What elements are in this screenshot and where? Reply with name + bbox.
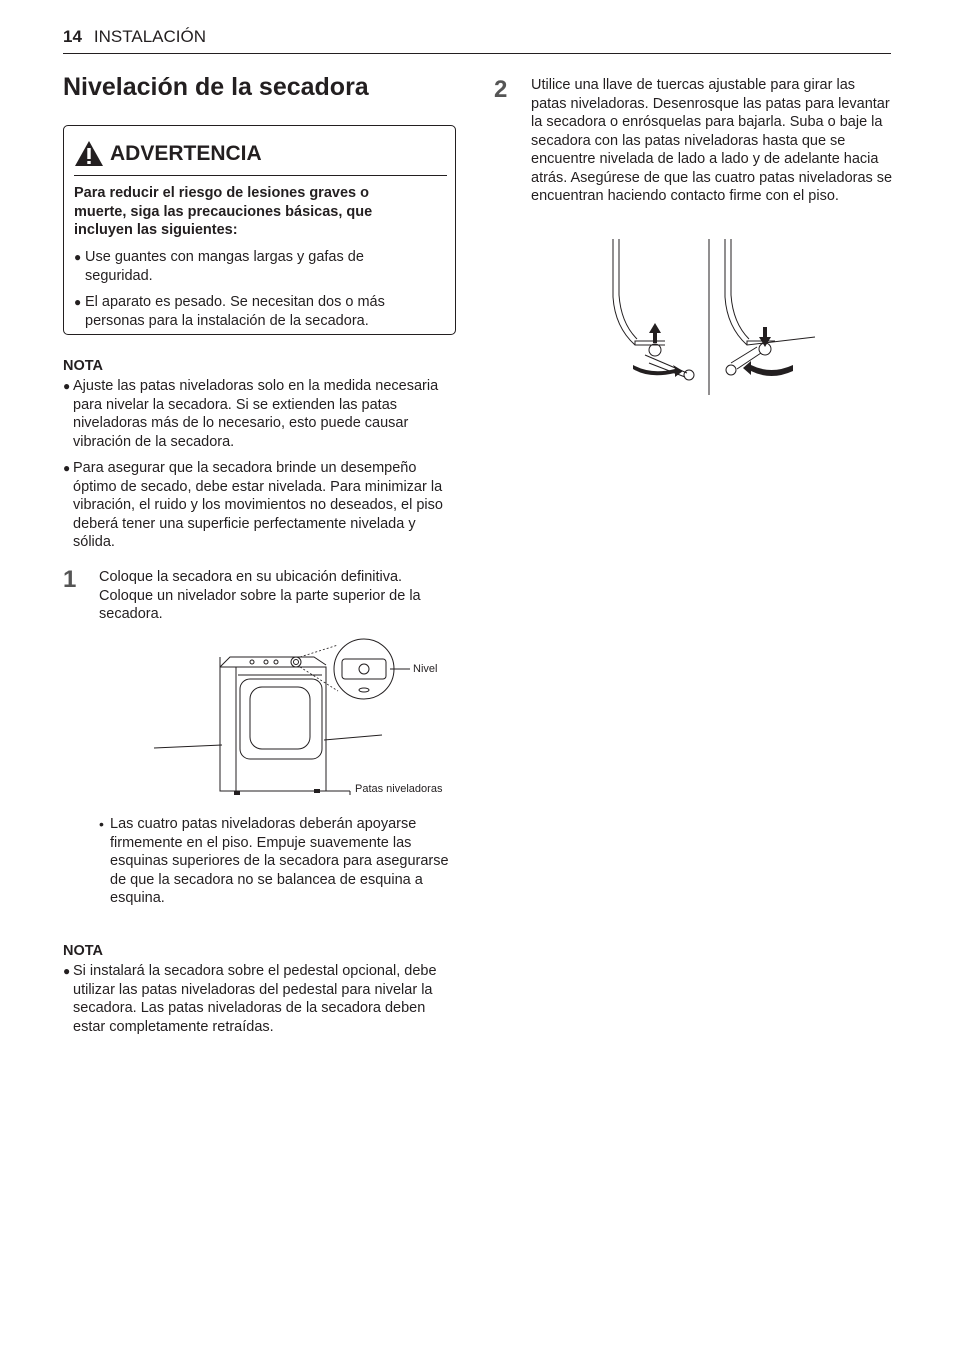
step-text: Utilice una llave de tuercas ajustable para girar las patas niveladoras. Desenrosque las patas para levantar la secadora o enrósquelas para bajarla. Suba o baje la secadora con las patas niveladoras hasta que se encuentre nivelada de lado a lado y de adelante hacia atrás. Asegúrese de que las cuatro patas niveladoras se encuentran haciendo contacto firme con el piso. (531, 77, 893, 204)
warning-divider (74, 175, 447, 176)
warning-triangle-icon (74, 140, 104, 167)
list-item: ● Use guantes con mangas largas y gafas de seguridad. (74, 249, 364, 284)
warning-list (74, 248, 424, 338)
warning-intro: Para reducir el riesgo de lesiones graves o muerte, siga las precauciones básicas, que incluyen las siguientes: (74, 185, 373, 238)
list-item: ● El aparato es pesado. Se necesitan dos o más personas para la instalación de la secadora. (74, 294, 385, 329)
page-number: 14 (63, 27, 82, 46)
step-sub-bullet (99, 815, 459, 916)
nota-label: NOTA (63, 358, 104, 374)
step-number: 2 (494, 76, 508, 103)
page-title: Nivelación de la secadora (63, 73, 369, 101)
nota-label: NOTA (63, 943, 104, 959)
page-header (63, 27, 206, 47)
figure-label-level: Nivel (413, 663, 438, 675)
warning-heading-text: ADVERTENCIA (110, 141, 262, 165)
list-item: ● Ajuste las patas niveladoras solo en la medida necesaria para nivelar la secadora. Si se extienden las patas niveladoras más de lo necesario, esto puede causar vibración de la secadora. (63, 378, 439, 450)
warning-box (63, 125, 456, 335)
step-text: Coloque la secadora en su ubicación definitiva. Coloque un nivelador sobre la parte superior de la secadora. (99, 569, 421, 622)
dryer-level-illustration (150, 635, 460, 805)
warning-heading (74, 140, 262, 167)
wrench-leveling-illustration (605, 237, 825, 397)
list-item: ● Para asegurar que la secadora brinde un desempeño óptimo de secado, debe estar nivelada. Para minimizar la vibración, el ruido y los movimientos no deseados, el piso deberá tener una superficie perfectamente nivelada y sólida. (63, 460, 443, 550)
nota-list (63, 377, 455, 560)
step-number: 1 (63, 566, 77, 593)
header-divider (63, 53, 891, 54)
section-title: INSTALACIÓN (93, 27, 207, 46)
list-item: • Las cuatro patas niveladoras deberán apoyarse firmemente en el piso. Empuje suavemente las esquinas superiores de la secadora para asegurarse de que la secadora no se balancea de esquina a esquina. (99, 816, 449, 906)
figure-label-legs: Patas niveladoras (355, 783, 443, 795)
nota-list (63, 962, 443, 1044)
list-item: ● Si instalará la secadora sobre el pedestal opcional, debe utilizar las patas niveladoras del pedestal para nivelar la secadora. Las patas niveladoras de la secadora deben estar completamente retraídas. (63, 963, 437, 1035)
